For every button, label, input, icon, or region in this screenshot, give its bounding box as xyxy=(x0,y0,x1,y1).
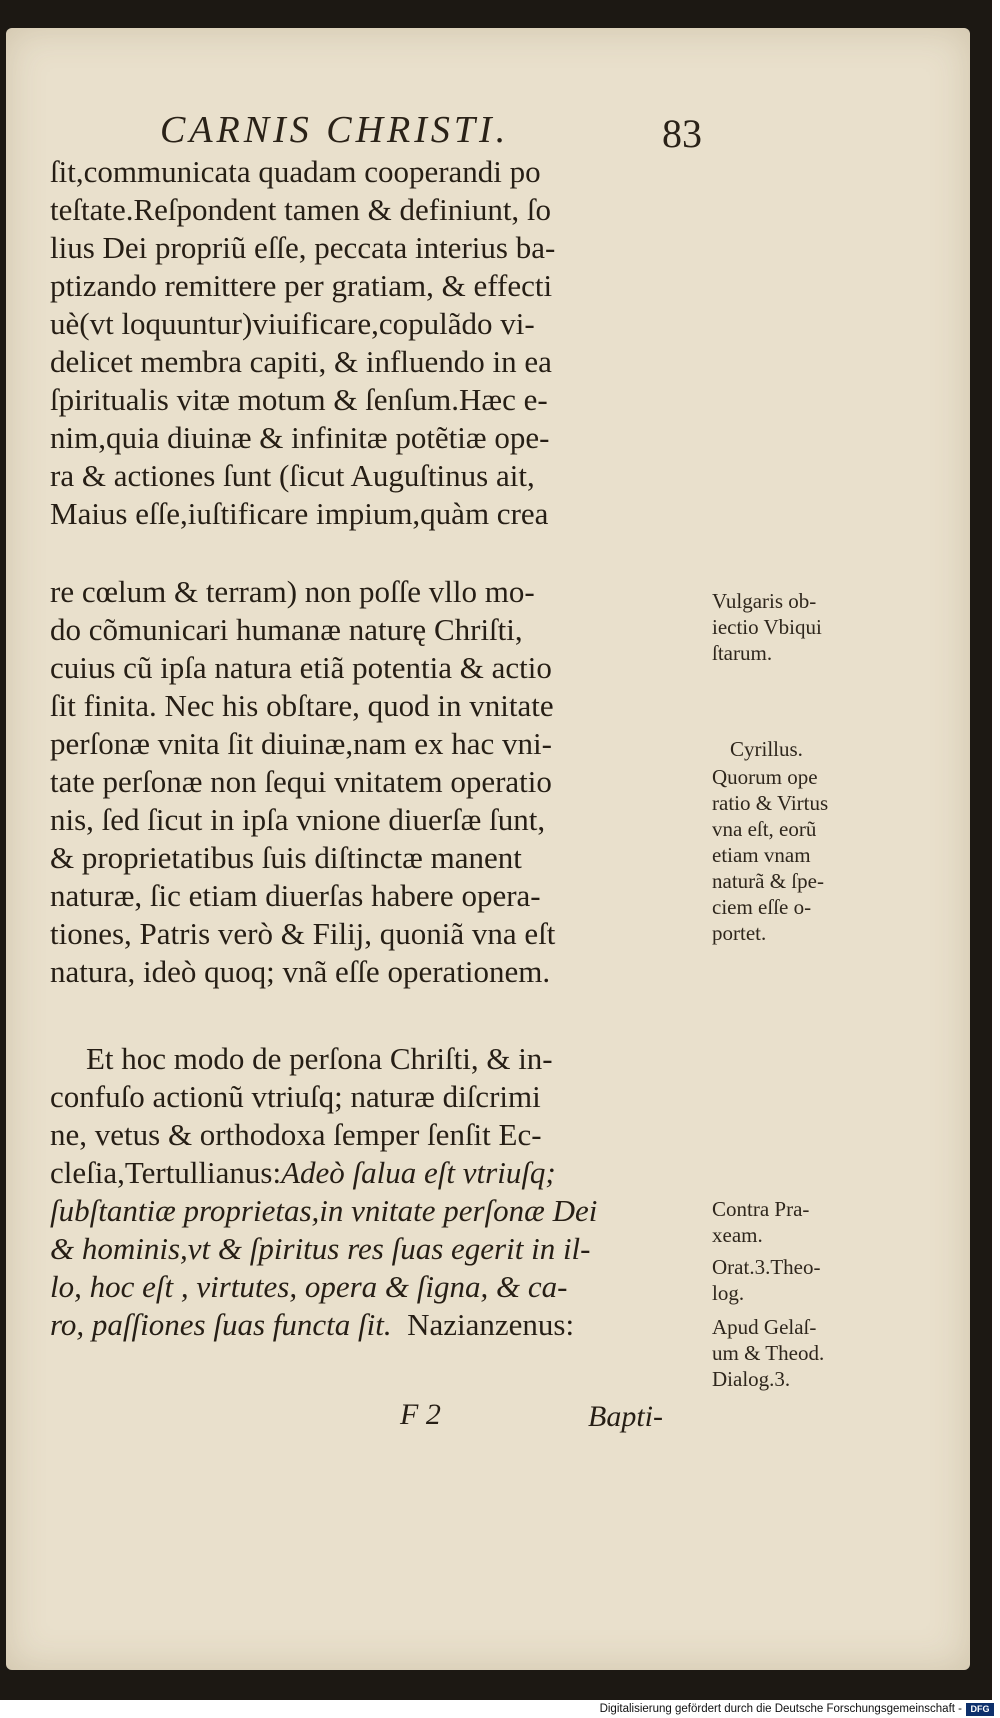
margin-note: vna eſt, eorũ xyxy=(712,817,817,841)
margin-note: Dialog.3. xyxy=(712,1367,791,1391)
text-line: Maius eſſe,iuſtificare impium,quàm crea xyxy=(50,496,549,531)
text-line xyxy=(50,1154,710,1192)
margin-note: iectio Vbiqui xyxy=(712,615,822,639)
text-line: lius Dei propriũ eſſe, peccata interius ba- xyxy=(50,230,556,265)
margin-note: naturã & ſpe- xyxy=(712,869,824,893)
margin-note: log. xyxy=(712,1281,745,1305)
margin-note: ciem eſſe o- xyxy=(712,895,812,919)
text-line: confuſo actionũ vtriuſq; naturæ diſcrimi xyxy=(50,1079,541,1114)
text-line: natura, ideò quoq; vnã eſſe operationem. xyxy=(50,954,551,989)
text-line: & proprietatibus ſuis diſtinctæ manent xyxy=(50,840,522,875)
quotation-line: lo, hoc eſt , virtutes, opera & ſigna, & ca- xyxy=(50,1269,568,1304)
text-line: ſit,communicata quadam cooperandi po xyxy=(50,154,541,189)
author-name: Nazianzenus: xyxy=(407,1307,575,1342)
margin-note: Quorum ope xyxy=(712,765,818,789)
margin-note: ſtarum. xyxy=(712,641,773,665)
text-line: uè(vt loquuntur)viuificare,copulãdo vi- xyxy=(50,306,535,341)
text-line: ptizando remittere per gratiam, & effecti xyxy=(50,268,553,303)
page-number: 83 xyxy=(662,111,702,156)
author-name: cleſia,Tertullianus: xyxy=(50,1155,282,1190)
text-line: do cõmunicari humanæ naturę Chriſti, xyxy=(50,612,523,647)
quotation: Adeò ſalua eſt vtriuſq; xyxy=(281,1155,556,1190)
text-line: ne, vetus & orthodoxa ſemper ſenſit Ec- xyxy=(50,1117,542,1152)
text-line: delicet membra capiti, & influendo in ea xyxy=(50,344,552,379)
margin-note: um & Theod. xyxy=(712,1341,825,1365)
text-line: cuius cũ ipſa natura etiã potentia & actio xyxy=(50,650,552,685)
margin-note: xeam. xyxy=(712,1223,763,1247)
text-line: ra & actiones ſunt (ſicut Auguſtinus ait, xyxy=(50,458,535,493)
quotation-line: ſubſtantiæ proprietas,in vnitate perſonæ Dei xyxy=(50,1193,598,1228)
margin-note: ratio & Virtus xyxy=(712,791,829,815)
digitization-credit: Digitalisierung gefördert durch die Deutsche Forschungsgemeinschaft - xyxy=(599,1703,962,1715)
text-line: Et hoc modo de perſona Chriſti, & in- xyxy=(86,1041,553,1076)
text-line: re cœlum & terram) non poſſe vllo mo- xyxy=(50,574,535,609)
margin-note: Vulgaris ob- xyxy=(712,589,817,613)
margin-note: Cyrillus. xyxy=(730,737,803,761)
quotation: ro, paſſiones ſuas functa ſit. xyxy=(50,1307,392,1342)
margin-note: Orat.3.Theo- xyxy=(712,1255,821,1279)
margin-note: Contra Pra- xyxy=(712,1197,810,1221)
text-line: perſonæ vnita ſit diuinæ,nam ex hac vni- xyxy=(50,726,552,761)
text-line: ſpiritualis vitæ motum & ſenſum.Hæc e- xyxy=(50,382,548,417)
text-line: nim,quia diuinæ & infinitæ potẽtiæ ope- xyxy=(50,420,550,455)
text-line: nis, ſed ſicut in ipſa vnione diuerſæ ſunt, xyxy=(50,802,546,837)
text-line: naturæ, ſic etiam diuerſas habere opera- xyxy=(50,878,541,913)
text-line: teſtate.Reſpondent tamen & definiunt, ſo xyxy=(50,192,552,227)
text-line: ſit finita. Nec his obſtare, quod in vnitate xyxy=(50,688,554,723)
dfg-logo: DFG xyxy=(966,1703,994,1716)
quotation-line: & hominis,vt & ſpiritus res ſuas egerit in il- xyxy=(50,1231,591,1266)
signature-mark: F 2 xyxy=(400,1398,441,1431)
text-line: tiones, Patris verò & Filij, quoniã vna eſt xyxy=(50,916,556,951)
text-line xyxy=(50,1306,710,1344)
margin-note: portet. xyxy=(712,921,767,945)
text-line: tate perſonæ non ſequi vnitatem operatio xyxy=(50,764,552,799)
margin-note: Apud Gelaſ- xyxy=(712,1315,817,1339)
running-head: CARNIS CHRISTI. xyxy=(160,109,510,151)
catchword: Bapti- xyxy=(588,1400,663,1433)
margin-note: etiam vnam xyxy=(712,843,811,867)
